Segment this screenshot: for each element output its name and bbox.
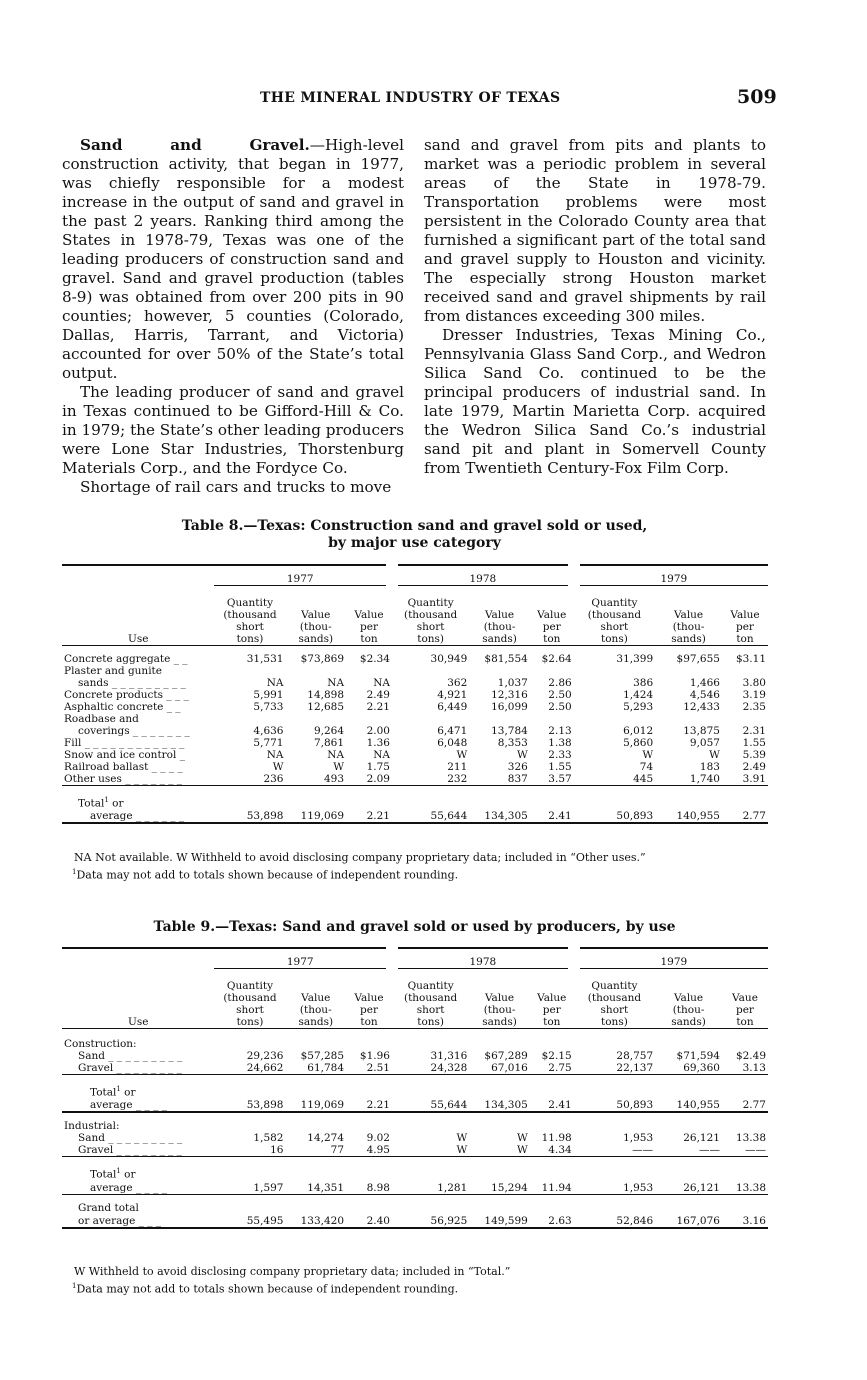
qty-header: Quantity (thousand short tons) — [392, 585, 469, 645]
table-cell: 2.33 — [548, 749, 572, 761]
table-cell: $2.64 — [541, 653, 572, 665]
table-cell: 134,305 — [469, 809, 530, 823]
table-cell: 69,360 — [683, 1062, 720, 1074]
table-cell: 837 — [507, 773, 528, 785]
year-header: 1979 — [574, 565, 768, 585]
section-runin-heading: Sand and Gravel. — [80, 136, 310, 154]
construction-label: Construction: — [64, 1038, 137, 1050]
table-cell: 3.19 — [742, 689, 766, 701]
table-cell: 26,121 — [683, 1132, 720, 1144]
table-cell: 1.55 — [742, 737, 766, 749]
table9-divider — [62, 1157, 768, 1165]
table-cell: 13,784 — [491, 725, 528, 737]
table-cell: 2.86 — [548, 677, 572, 689]
table-row — [62, 1132, 768, 1144]
paragraph: Dresser Industries, Texas Mining Co., Pennsylvania Glass Sand Corp., and Wedron Silica Sand Co. continued to be the principal producers of industrial sand. In late 1979, Martin Marietta Corp. acquired the Wedron Silica Sand Co.’s industrial sand pit and plant in Somervell County from Twentieth Century-Fox Film Corp. — [424, 326, 766, 477]
table-cell: 2.77 — [722, 809, 768, 823]
row-label: Sand _ _ _ _ _ _ _ _ _ — [78, 1050, 183, 1062]
construction-section-row — [62, 1028, 768, 1050]
qty-header: Quantity (thousand short tons) — [214, 585, 285, 645]
table-cell: $1.96 — [359, 1050, 390, 1062]
table8-body — [62, 645, 768, 786]
table-cell: 11.94 — [530, 1180, 574, 1194]
value-header: Value (thou- sands) — [655, 968, 722, 1028]
table-cell: $73,869 — [300, 653, 345, 665]
per-ton-header: Value per ton — [530, 968, 574, 1028]
table-cell: 14,351 — [285, 1180, 346, 1194]
table-cell: 5.39 — [742, 749, 766, 761]
table-cell: 14,274 — [307, 1132, 345, 1144]
table-cell: 13.38 — [735, 1132, 766, 1144]
table9-footnotes — [74, 1265, 510, 1297]
year-header: 1977 — [214, 948, 392, 968]
table-cell: 167,076 — [655, 1214, 722, 1228]
text-column-left — [62, 136, 404, 497]
table9-caption: Table 9.—Texas: Sand and gravel sold or used by producers, by use — [153, 919, 676, 935]
table-cell: —— — [632, 1144, 654, 1156]
table-cell: 6,449 — [437, 701, 468, 713]
row-label: average _ _ _ _ — [62, 1098, 214, 1112]
table-cell: 1,597 — [214, 1180, 285, 1194]
table-cell: $3.11 — [735, 653, 766, 665]
table-cell: NA — [327, 749, 345, 761]
table-cell: 29,236 — [246, 1050, 284, 1062]
table-cell: 4.95 — [366, 1144, 390, 1156]
value-header: Value (thou- sands) — [469, 585, 530, 645]
table-cell: 61,784 — [307, 1062, 345, 1074]
table-cell: 77 — [330, 1144, 345, 1156]
row-label: sands _ _ _ _ _ _ _ _ _ — [78, 677, 186, 689]
table-cell: W — [272, 761, 284, 773]
per-ton-header: Value per ton — [530, 585, 574, 645]
table-cell: 1,424 — [623, 689, 654, 701]
qty-header: Quantity (thousand short tons) — [392, 968, 469, 1028]
table-cell: 6,471 — [437, 725, 468, 737]
text-column-right — [424, 136, 766, 478]
table-cell: NA — [373, 677, 390, 689]
table-cell: —— — [698, 1144, 720, 1156]
table-cell: 2.41 — [530, 1098, 574, 1112]
table-row — [62, 677, 768, 689]
table-row — [62, 1050, 768, 1062]
per-ton-header: Value per ton — [346, 585, 392, 645]
total-label: Total$^1$ or — [90, 1084, 136, 1098]
table9-divider — [62, 1075, 768, 1083]
table-cell: 55,644 — [392, 1098, 469, 1112]
table8 — [62, 564, 768, 824]
qty-header: Quantity (thousand short tons) — [574, 585, 655, 645]
table-cell: 1.38 — [548, 737, 572, 749]
table-row-label-line — [62, 665, 768, 677]
table-cell: 2.50 — [548, 689, 572, 701]
total-label: Total$^1$ or — [78, 795, 124, 809]
table-cell: 2.63 — [530, 1214, 574, 1228]
table-row — [62, 749, 768, 761]
table-cell: 445 — [633, 773, 654, 785]
table-row — [62, 1062, 768, 1075]
table-cell: 6,048 — [437, 737, 468, 749]
row-label: Railroad ballast _ _ _ _ — [64, 761, 183, 773]
table-cell: $71,594 — [676, 1050, 720, 1062]
table-cell: 24,328 — [430, 1062, 468, 1074]
table-row — [62, 737, 768, 749]
table-cell: 211 — [447, 761, 468, 773]
table-cell: NA — [266, 677, 284, 689]
table-cell: 9.02 — [366, 1132, 390, 1144]
table-cell: 74 — [639, 761, 654, 773]
row-label: Snow and ice control _ — [64, 749, 185, 761]
table-cell: 2.00 — [366, 725, 390, 737]
table-cell: 4,636 — [253, 725, 284, 737]
table-cell: 12,685 — [307, 701, 345, 713]
table8-year-row — [62, 565, 768, 585]
table-cell: 4.34 — [548, 1144, 572, 1156]
table-cell: 26,121 — [655, 1180, 722, 1194]
table-cell: 5,991 — [253, 689, 284, 701]
table-cell: 2.49 — [366, 689, 390, 701]
table-cell: NA — [373, 749, 390, 761]
table-cell: 2.49 — [742, 761, 766, 773]
table8-total-values-row — [62, 809, 768, 823]
table8-note: NA Not available. W Withheld to avoid disclosing company proprietary data; included in “Other uses.” — [74, 851, 646, 864]
grand-total-label-row — [62, 1194, 768, 1214]
paragraph: The leading producer of sand and gravel in Texas continued to be Gifford-Hill & Co. in 1979; the State’s other leading producers were Lone Star Industries, Thorstenburg Materials Corp., and the Fordyce Co. — [62, 383, 404, 477]
table-cell: 9,264 — [313, 725, 345, 737]
table-cell: 67,016 — [491, 1062, 528, 1074]
paragraph — [62, 136, 404, 383]
table-cell: 183 — [699, 761, 720, 773]
table-cell: 386 — [633, 677, 654, 689]
table-cell: 140,955 — [655, 1098, 722, 1112]
table-cell: 362 — [447, 677, 468, 689]
table-cell: 3.91 — [742, 773, 766, 785]
table-cell: W — [642, 749, 654, 761]
table-cell: 7,861 — [313, 737, 345, 749]
table-cell: $2.15 — [541, 1050, 572, 1062]
table-row — [62, 1214, 768, 1228]
table-cell: 13.38 — [722, 1180, 768, 1194]
value-header: Value (thou- sands) — [285, 968, 346, 1028]
table-cell: $57,285 — [300, 1050, 345, 1062]
table-cell: 326 — [507, 761, 528, 773]
table-cell: $81,554 — [484, 653, 528, 665]
table-cell: 31,399 — [616, 653, 654, 665]
table-cell: 2.75 — [548, 1062, 572, 1074]
table-cell: 3.57 — [548, 773, 572, 785]
table9 — [62, 947, 768, 1229]
row-label: Gravel _ _ _ _ _ _ _ _ — [78, 1144, 182, 1156]
table-cell: 133,420 — [285, 1214, 346, 1228]
table-cell: 1,466 — [689, 677, 720, 689]
grand-total-label: Grand total — [62, 1194, 214, 1214]
table-cell: 2.41 — [530, 809, 574, 823]
table-cell: 2.21 — [346, 809, 392, 823]
table-row — [62, 645, 768, 665]
construction-total-row — [62, 1083, 768, 1099]
paragraph-text: —High-level construction activity, that began in 1977, was chiefly responsible for a modest increase in the output of sand and gravel in the past 2 years. Ranking third among the States in 1978-79, Texas was one of the leading producers of construction sand and gravel. Sand and gravel production (tables 8-9) was obtained from over 200 pits in 90 counties; however, 5 counties (Colorado, Dallas, Harris, Tarrant, and Victoria) accounted for over 50% of the State’s total output. — [62, 136, 404, 382]
table-cell: 4,921 — [437, 689, 468, 701]
value-header: Value (thou- sands) — [469, 968, 530, 1028]
row-label: Plaster and gunite — [64, 665, 162, 677]
total-label: Total$^1$ or — [90, 1166, 136, 1180]
table-cell: 8.98 — [346, 1180, 392, 1194]
table-cell: 2.50 — [548, 701, 572, 713]
total-label-line2: average _ _ _ _ _ _ — [62, 809, 214, 823]
table-cell: 3.13 — [742, 1062, 766, 1074]
table-cell: NA — [266, 749, 284, 761]
table9-use-header: Use — [62, 948, 214, 1028]
table-cell: 31,531 — [246, 653, 284, 665]
industrial-section-row — [62, 1112, 768, 1132]
table-cell: 16,099 — [491, 701, 528, 713]
table-cell: 119,069 — [285, 1098, 346, 1112]
table-cell: W — [456, 1144, 468, 1156]
table-cell: 24,662 — [246, 1062, 284, 1074]
table-row — [62, 761, 768, 773]
table-cell: 15,294 — [469, 1180, 530, 1194]
table-cell: $2.49 — [735, 1050, 766, 1062]
table-cell: W — [517, 749, 528, 761]
table8-use-header: Use — [62, 565, 214, 645]
table-cell: 16 — [270, 1144, 284, 1156]
table-cell: 2.35 — [742, 701, 766, 713]
row-label: Other uses _ _ _ _ _ _ _ — [64, 773, 183, 785]
table-row — [62, 1144, 768, 1157]
running-header-title: THE MINERAL INDUSTRY OF TEXAS — [260, 90, 561, 106]
table8-caption-line1: Table 8.—Texas: Construction sand and gravel sold or used, — [181, 518, 648, 534]
table-cell: 14,898 — [307, 689, 345, 701]
per-ton-header: Value per ton — [722, 585, 768, 645]
industrial-total-row — [62, 1165, 768, 1181]
row-label: Concrete products _ _ _ — [64, 689, 189, 701]
row-label: Roadbase and — [64, 713, 139, 725]
value-header: Value (thou- sands) — [285, 585, 346, 645]
table-cell: 5,293 — [623, 701, 654, 713]
table-row — [62, 701, 768, 713]
table-cell: 12,316 — [491, 689, 528, 701]
table-cell: 30,949 — [430, 653, 468, 665]
table-cell: 2.40 — [346, 1214, 392, 1228]
table-cell: 149,599 — [469, 1214, 530, 1228]
qty-header: Quantity (thousand short tons) — [574, 968, 655, 1028]
table-cell: 56,925 — [392, 1214, 469, 1228]
per-ton-header: Value per ton — [346, 968, 392, 1028]
industrial-label: Industrial: — [64, 1120, 120, 1132]
table-cell: 1.75 — [366, 761, 390, 773]
table9-note: W Withheld to avoid disclosing company proprietary data; included in “Total.” — [74, 1265, 511, 1278]
table-row — [62, 725, 768, 737]
table8-divider — [62, 786, 768, 794]
year-header: 1979 — [574, 948, 768, 968]
table-cell: —— — [745, 1144, 766, 1156]
year-header: 1977 — [214, 565, 392, 585]
table-cell: 1,281 — [392, 1180, 469, 1194]
table-cell: 119,069 — [285, 809, 346, 823]
page-number: 509 — [737, 86, 777, 108]
table-cell: 3.80 — [742, 677, 766, 689]
table-cell: W — [456, 749, 468, 761]
row-label: Asphaltic concrete _ _ — [64, 701, 181, 713]
table-cell: 1,953 — [574, 1180, 655, 1194]
paragraph: Shortage of rail cars and trucks to move — [80, 478, 392, 496]
table-cell: 5,860 — [623, 737, 654, 749]
row-label: Fill _ _ _ _ _ _ _ _ _ _ _ _ — [64, 737, 185, 749]
table-row — [62, 1098, 768, 1112]
table-cell: 5,771 — [253, 737, 284, 749]
table-cell: 140,955 — [655, 809, 722, 823]
table-cell: 55,495 — [214, 1214, 285, 1228]
table-cell: 31,316 — [430, 1050, 468, 1062]
year-header: 1978 — [392, 948, 574, 968]
table8-note: $^1$Data may not add to totals shown because of independent rounding. — [72, 868, 459, 882]
per-ton-header: Vaue per ton — [722, 968, 768, 1028]
table-cell: 2.77 — [722, 1098, 768, 1112]
table-cell: 1.36 — [366, 737, 390, 749]
table-cell: 1.55 — [548, 761, 572, 773]
table-cell: 236 — [263, 773, 284, 785]
table-cell: 2.31 — [742, 725, 766, 737]
table-cell: 134,305 — [469, 1098, 530, 1112]
table-cell: 1,037 — [497, 677, 528, 689]
table-cell: 232 — [447, 773, 468, 785]
table-cell: 8,353 — [497, 737, 528, 749]
table-cell: 13,875 — [683, 725, 720, 737]
table-cell: 493 — [324, 773, 345, 785]
table8-footnotes — [74, 851, 646, 883]
table-cell: 53,898 — [214, 809, 285, 823]
row-label: coverings _ _ _ _ _ _ _ — [78, 725, 190, 737]
table-cell: 50,893 — [574, 809, 655, 823]
table-cell: W — [517, 1132, 528, 1144]
table-cell: 6,012 — [623, 725, 654, 737]
table-row — [62, 773, 768, 786]
table-row — [62, 689, 768, 701]
row-label: average _ _ _ _ — [62, 1180, 214, 1194]
table-cell: 9,057 — [689, 737, 720, 749]
table-cell: 5,733 — [253, 701, 284, 713]
table-cell: NA — [327, 677, 345, 689]
table-row-label-line — [62, 713, 768, 725]
table-cell: 2.51 — [366, 1062, 390, 1074]
table-cell: 1,582 — [253, 1132, 284, 1144]
table-cell: 50,893 — [574, 1098, 655, 1112]
table-cell: W — [456, 1132, 468, 1144]
row-label: or average _ _ _ — [62, 1214, 214, 1228]
paragraph: sand and gravel from pits and plants to market was a periodic problem in several areas of the State in 1978-79. Transportation problems were most persistent in the Colorado County area that furnished a significant part of the total sand and gravel supply to Houston and vicinity. The especially strong Houston market received sand and gravel shipments by rail from distances exceeding 300 miles. — [424, 136, 766, 325]
table-cell: 55,644 — [392, 809, 469, 823]
table-cell: 2.21 — [346, 1098, 392, 1112]
table-cell: 11.98 — [541, 1132, 572, 1144]
table-cell: 52,846 — [574, 1214, 655, 1228]
table-cell: 4,546 — [689, 689, 720, 701]
table-cell: W — [333, 761, 345, 773]
table8-caption — [62, 518, 767, 552]
table-cell: $2.34 — [359, 653, 390, 665]
table-cell: $97,655 — [676, 653, 720, 665]
table-row — [62, 1180, 768, 1194]
table-cell: W — [517, 1144, 528, 1156]
table9-note: $^1$Data may not add to totals shown because of independent rounding. — [72, 1282, 459, 1296]
table8-caption-line2: by major use category — [328, 535, 501, 551]
value-header: Value (thou- sands) — [655, 585, 722, 645]
row-label: Gravel _ _ _ _ _ _ _ _ — [78, 1062, 182, 1074]
table-cell: 1,953 — [623, 1132, 654, 1144]
table-cell: 53,898 — [214, 1098, 285, 1112]
year-header: 1978 — [392, 565, 574, 585]
table-cell: 2.09 — [366, 773, 390, 785]
row-label: Concrete aggregate _ _ — [64, 653, 188, 665]
row-label: Sand _ _ _ _ _ _ _ _ _ — [78, 1132, 183, 1144]
table-cell: 12,433 — [683, 701, 720, 713]
table-cell: 22,137 — [616, 1062, 654, 1074]
table-cell: W — [709, 749, 720, 761]
table8-total-row — [62, 794, 768, 810]
table-cell: 28,757 — [616, 1050, 654, 1062]
table-cell: 3.16 — [722, 1214, 768, 1228]
table-cell: 2.13 — [548, 725, 572, 737]
table-cell: 2.21 — [366, 701, 390, 713]
table9-year-row — [62, 948, 768, 968]
qty-header: Quantity (thousand short tons) — [214, 968, 285, 1028]
table-cell: $67,289 — [484, 1050, 528, 1062]
table-cell: 1,740 — [689, 773, 720, 785]
